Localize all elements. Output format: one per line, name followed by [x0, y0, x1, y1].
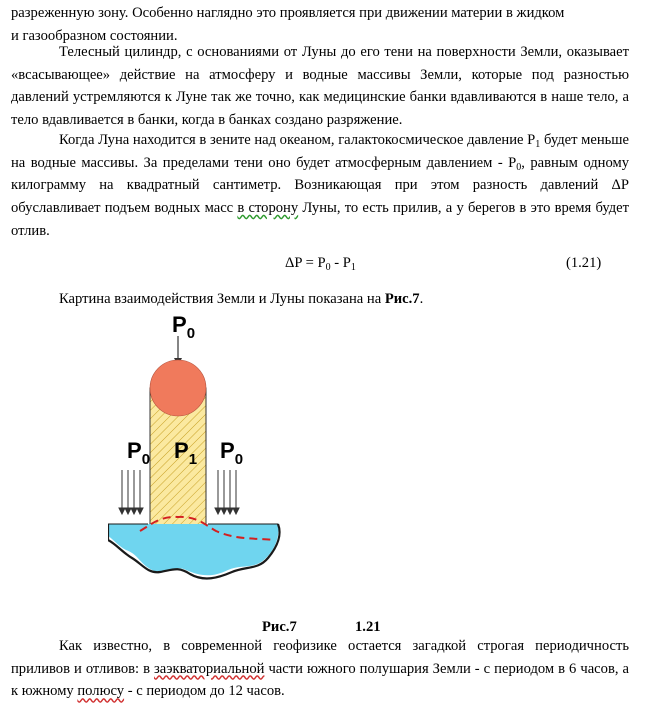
pressure-arrows-right	[215, 470, 239, 514]
text-line: разреженную зону. Особенно наглядно это проявляется при движении материи в жидком	[11, 5, 565, 21]
text-line: и газообразном состоянии.	[11, 27, 178, 44]
arrow-head-icon	[125, 508, 131, 514]
text-run: .	[419, 291, 424, 307]
subscript: 0	[325, 262, 331, 273]
figure-label: Рис.7	[262, 619, 297, 635]
arrow-head-icon	[215, 508, 221, 514]
earth-moon-diagram	[108, 308, 333, 588]
label-p0-left: $P_0$	[127, 438, 151, 468]
subscript: 1	[350, 262, 356, 273]
arrow-head-icon	[233, 508, 239, 514]
text-run: Как известно, в современной геофизике остается загадкой строгая периодичность приливов и отливов: в	[11, 638, 629, 677]
pressure-arrows-left	[119, 470, 143, 514]
text-run: Когда Луна находится в зените над океаном, галактокосмическое давление P	[59, 132, 536, 148]
text-run: , равным одному килограмму на квадратный сантиметр. Возникающая при этом разность давлений ΔP обуславливает подъем водных масс	[11, 154, 629, 217]
formula	[285, 255, 356, 272]
subscript: 0	[516, 161, 522, 173]
formula-text: - P	[330, 255, 351, 271]
grammar-underlined-text: в сторону	[237, 200, 299, 217]
text-run: Луны, то есть прилив, а у берегов в это время будет отлив.	[11, 200, 629, 239]
subscript: 1	[535, 139, 541, 150]
paragraph-cylinder	[11, 41, 629, 132]
paragraph-text: Телесный цилиндр, с основаниями от Луны до его тени на поверхности Земли, оказывает «всасывающее» действие на атмосферу и водные массивы Земли, которые под разностью давлений устремляются к Луне так же точно, как медицинские банки вдавливаются в наше тело, а тело вдавливается в банки, когда в банках создано разряжение.	[11, 44, 629, 129]
formula-text: ΔP = P	[285, 255, 326, 271]
text-run: части южного полушария Земли - с периодом в 6 часов, а к южному	[11, 660, 629, 700]
arrow-head-icon	[119, 508, 125, 514]
figure-number: 1.21	[355, 619, 381, 635]
arrow-head-icon	[131, 508, 137, 514]
arrow-head-icon	[137, 508, 143, 514]
paragraph-closing	[11, 635, 629, 703]
spelling-underlined-text: заэкваториальной	[154, 660, 265, 677]
paragraph-zenith	[11, 129, 629, 243]
figure-intro	[59, 291, 423, 308]
figure-reference: Рис.7	[384, 291, 420, 307]
label-p1-center: $P_1$	[174, 438, 198, 468]
text-run: Картина взаимодействия Земли и Луны показана на	[59, 291, 385, 307]
arrow-head-icon	[227, 508, 233, 514]
arrow-head-icon	[221, 508, 227, 514]
text-run: будет меньше на водные массивы. За пределами тени оно будет атмосферным давлением - P	[11, 132, 630, 171]
moon-circle	[150, 360, 206, 416]
label-p0-right: $P_0$	[220, 438, 244, 468]
label-p0-top: $P_0$	[172, 312, 196, 342]
text-run: - с периодом до 12 часов.	[124, 683, 285, 700]
spelling-underlined-text: полюсу	[77, 683, 125, 700]
equation-number: (1.21)	[566, 255, 602, 271]
